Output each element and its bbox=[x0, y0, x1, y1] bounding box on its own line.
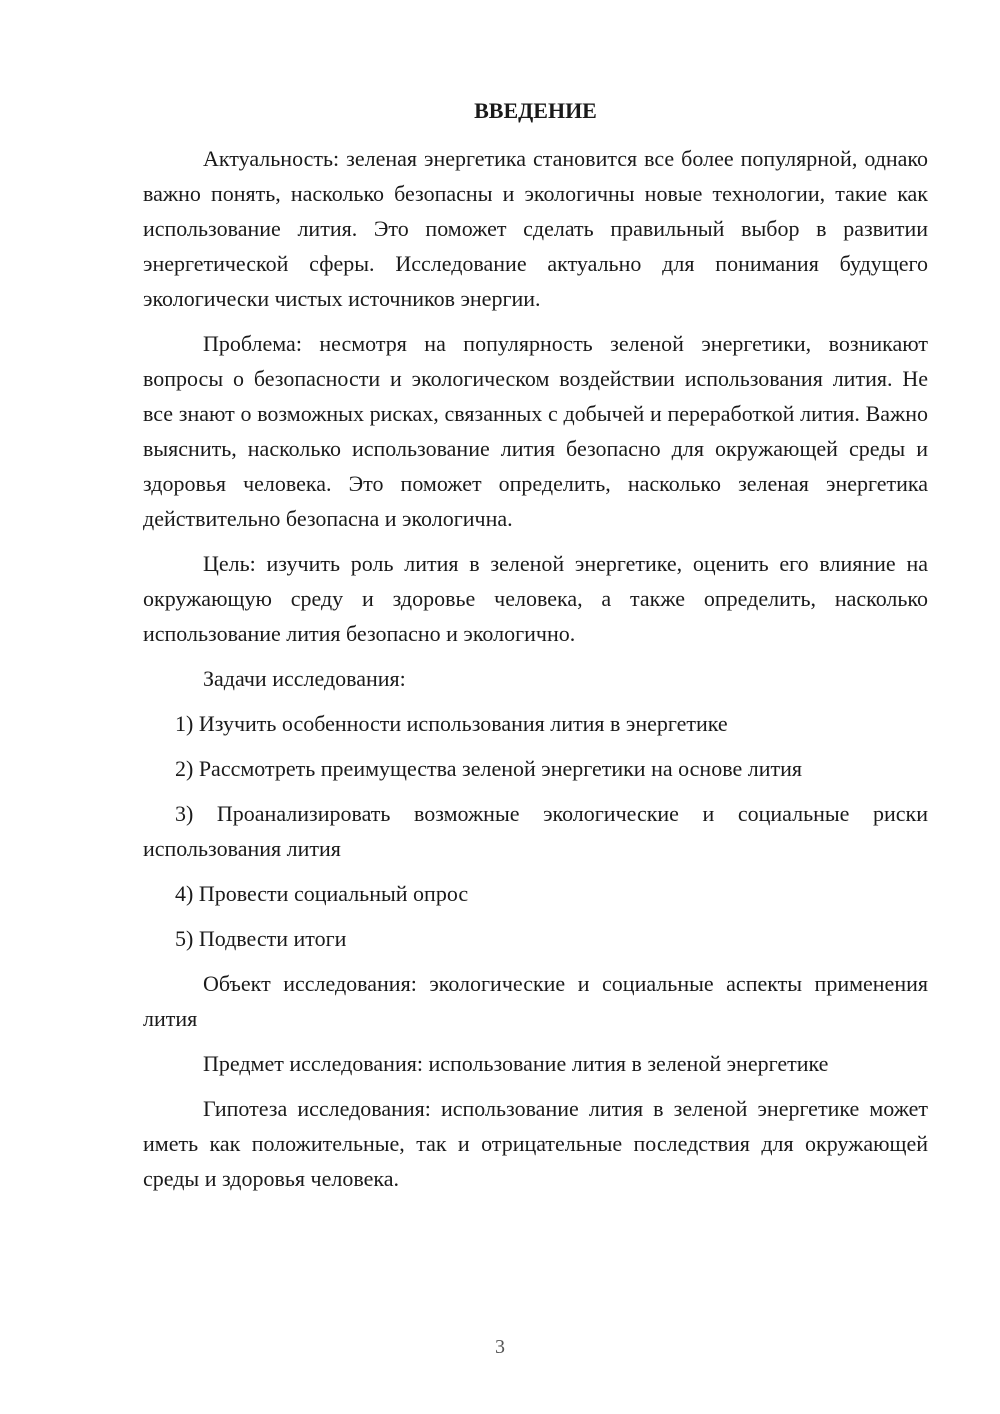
document-title: ВВЕДЕНИЕ bbox=[474, 98, 597, 123]
hypothesis-paragraph: Гипотеза исследования: использование лития в зеленой энергетике может иметь как положительные, так и отрицательные последствия для окружающей среды и здоровья человека. bbox=[143, 1096, 928, 1191]
tasks-list bbox=[143, 706, 928, 956]
subject-paragraph: Предмет исследования: использование лития в зеленой энергетике bbox=[203, 1051, 829, 1076]
task-item-2: 2) Рассмотреть преимущества зеленой энергетики на основе лития bbox=[175, 756, 802, 781]
relevance-paragraph: Актуальность: зеленая энергетика становится все более популярной, однако важно понять, насколько безопасны и экологичны новые технологии, такие как использование лития. Это поможет сделать правильный выбор в развитии энергетической сферы. Исследование актуально для понимания будущего экологически чистых источников энергии. bbox=[143, 146, 928, 311]
document-page bbox=[143, 95, 928, 1206]
tasks-heading: Задачи исследования: bbox=[203, 666, 406, 691]
task-item-3: 3) Проанализировать возможные экологические и социальные риски использования лития bbox=[143, 801, 928, 861]
page-number: 3 bbox=[495, 1336, 505, 1358]
task-item-5: 5) Подвести итоги bbox=[175, 926, 347, 951]
task-item-4: 4) Провести социальный опрос bbox=[175, 881, 469, 906]
object-paragraph: Объект исследования: экологические и социальные аспекты применения лития bbox=[143, 971, 928, 1031]
task-item-1: 1) Изучить особенности использования лития в энергетике bbox=[175, 711, 728, 736]
goal-paragraph: Цель: изучить роль лития в зеленой энергетике, оценить его влияние на окружающую среду и здоровье человека, а также определить, насколько использование лития безопасно и экологично. bbox=[143, 551, 928, 646]
problem-paragraph: Проблема: несмотря на популярность зеленой энергетики, возникают вопросы о безопасности и экологическом воздействии использования лития. Не все знают о возможных рисках, связанных с добычей и переработкой лития. Важно выяснить, насколько использование лития безопасно для окружающей среды и здоровья человека. Это поможет определить, насколько зеленая энергетика действительно безопасна и экологична. bbox=[143, 331, 928, 531]
